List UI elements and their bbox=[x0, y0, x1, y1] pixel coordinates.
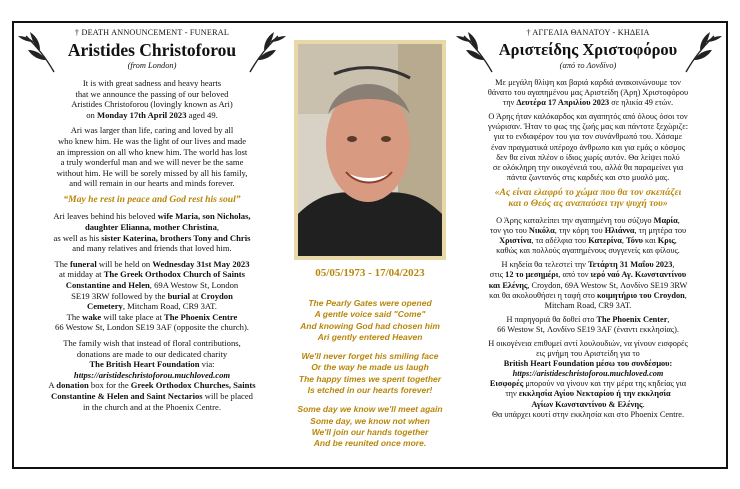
text-span: funeral bbox=[69, 258, 97, 269]
text-span: και θα ακολουθήσει η ταφή στο bbox=[489, 290, 597, 300]
text-span: κοιμητήριο του Croydon bbox=[596, 290, 685, 300]
quote-line: και ο Θεός ας αναπαύσει την ψυχή του» bbox=[508, 198, 668, 210]
text-line: that we announce the passing of our beloved bbox=[75, 88, 229, 99]
text-span: Δευτέρα 17 Απριλίου 2023 bbox=[516, 98, 610, 108]
english-from: (from London) bbox=[127, 61, 177, 70]
poem-line: Is etched in our hearts forever! bbox=[307, 385, 433, 396]
text-span: σε ηλικία 49 ετών. bbox=[609, 98, 674, 108]
text-span: , bbox=[667, 314, 670, 324]
text-line bbox=[452, 379, 724, 389]
text-line bbox=[452, 98, 724, 108]
text-line bbox=[452, 315, 724, 325]
text-line bbox=[16, 211, 288, 222]
text-span: SE19 3RW followed by the bbox=[71, 290, 168, 301]
text-span: Χριστίνα bbox=[499, 236, 532, 246]
text-line bbox=[16, 222, 288, 233]
text-span: μπορούν να γίνουν και την μέρα της κηδείας για bbox=[523, 379, 687, 389]
text-span: Κρις bbox=[657, 236, 675, 246]
text-span: The bbox=[66, 311, 83, 322]
text-span: via: bbox=[199, 359, 215, 370]
text-line bbox=[452, 236, 724, 246]
text-span: wake bbox=[82, 311, 102, 322]
text-span: The bbox=[54, 258, 70, 269]
text-span: Μαρία bbox=[653, 215, 678, 225]
text-line: Θα υπάρχει κουτί στην εκκλησία και στο Phoenix Centre. bbox=[491, 409, 685, 419]
english-header: † DEATH ANNOUNCEMENT - FUNERAL bbox=[74, 28, 230, 37]
text-span: will be placed bbox=[202, 390, 253, 401]
text-line bbox=[452, 260, 724, 270]
text-line: Με μεγάλη θλίψη και βαριά καρδιά ανακοινώνουμε τον bbox=[495, 78, 681, 87]
greek-quote bbox=[452, 187, 724, 210]
text-line: a truly wonderful man and we will never be the same bbox=[60, 157, 244, 168]
text-span: , Croydon, 69A Westow St, Λονδίνο SE19 3RW bbox=[527, 280, 688, 290]
text-span: sister Katerina, brothers Tony and Chris bbox=[101, 232, 251, 243]
text-line bbox=[452, 389, 724, 399]
text-span: . bbox=[642, 399, 645, 409]
greek-header: † ΑΓΓΕΛΙΑ ΘΑΝΑΤΟΥ - ΚΗΔΕΙΑ bbox=[526, 28, 650, 37]
text-span: donation bbox=[56, 380, 89, 391]
text-span: The Phoenix Center bbox=[596, 314, 668, 324]
text-line bbox=[16, 301, 288, 312]
text-span: Constantine and Helen bbox=[65, 280, 150, 290]
text-span: burial bbox=[167, 290, 191, 301]
quote-line: «Ας είναι ελαφρύ το χώμα που θα τον σκεπάζει bbox=[494, 186, 682, 198]
text-span: Ο Άρης καταλείπει την αγαπημένη του σύζυγο bbox=[496, 215, 654, 225]
donation-link[interactable]: https://aristideschristoforou.muchloved.com bbox=[73, 369, 231, 380]
poem-line: And be reunited once more. bbox=[313, 438, 427, 449]
text-line: Η οικογένεια επιθυμεί αντί λουλουδιών, να γίνουν εισφορές bbox=[488, 338, 688, 348]
english-name: Aristides Christoforou bbox=[67, 40, 237, 60]
text-span: τον γιο του bbox=[489, 226, 529, 236]
text-span: A bbox=[48, 380, 57, 391]
text-line bbox=[452, 226, 724, 236]
poem-line: A gentle voice said "Come" bbox=[314, 309, 426, 320]
poem-line: We'll join our hands together bbox=[311, 426, 429, 437]
text-span: , τη μητέρα του bbox=[634, 226, 687, 236]
text-line bbox=[16, 312, 288, 323]
greek-funeral-details bbox=[452, 260, 724, 310]
text-span: Greek Orthodox Churches, Saints bbox=[130, 380, 256, 391]
english-family bbox=[16, 211, 288, 253]
greek-wake-details bbox=[452, 315, 724, 335]
text-span: Ari leaves behind his beloved bbox=[53, 211, 158, 222]
text-line: Ο Άρης ήταν καλόκαρδος και αγαπητός από όλους όσοι τον bbox=[488, 112, 688, 122]
text-line: για το ενδιαφέρον του για τον συνάνθρωπό του. Χάσαμε bbox=[493, 132, 683, 142]
text-span: εκκλησία Αγίου Νεκταρίου ή την εκκλησία bbox=[518, 389, 671, 399]
english-intro bbox=[16, 78, 288, 120]
text-span: την bbox=[505, 389, 519, 399]
text-span: Κατερίνα bbox=[588, 236, 622, 246]
greek-name: Αριστείδης Χριστοφόρου bbox=[498, 40, 678, 59]
text-span: ιερό ναό Αγ. Κωνσταντίνου bbox=[590, 270, 687, 280]
text-line: δεν θα είναι πλέον ο ίδιος χωρίς αυτόν. Θα λείψει πολύ bbox=[496, 152, 680, 162]
text-span: Constantine & Helen and Saint Nectarios bbox=[51, 390, 203, 401]
text-span: , την κόρη του bbox=[554, 226, 605, 236]
text-span: at midday at bbox=[59, 269, 104, 280]
text-span: Τετάρτη 31 Μαΐου 2023 bbox=[588, 260, 673, 270]
text-span: The Greek Orthodox Church of Saints bbox=[103, 269, 245, 280]
text-line bbox=[16, 391, 288, 402]
text-line: Ari was larger than life, caring and loved by all bbox=[70, 125, 234, 136]
text-line bbox=[16, 380, 288, 391]
text-line: Aristides Christoforou (lovingly known as Ari) bbox=[71, 99, 233, 110]
text-line bbox=[16, 259, 288, 270]
text-line bbox=[16, 269, 288, 280]
text-line bbox=[16, 280, 288, 291]
text-line: The family wish that instead of floral contributions, bbox=[63, 337, 241, 348]
text-span: The Phoenix Centre bbox=[164, 311, 238, 322]
english-quote: “May he rest in peace and God rest his soul” bbox=[63, 193, 241, 205]
text-line: πάντα ζωντανός στις καρδιές και στο μυαλό μας. bbox=[506, 172, 670, 182]
text-line: σε ολόκληρη την οικογένειά του, αλλά θα παραμείνει για bbox=[492, 162, 684, 172]
donation-link[interactable]: https://aristideschristoforou.muchloved.com bbox=[512, 369, 664, 379]
text-span: The British Heart Foundation bbox=[89, 359, 200, 370]
text-span: Ηλιάννα bbox=[604, 226, 635, 236]
text-line bbox=[16, 110, 288, 121]
text-span: Τόνυ bbox=[626, 236, 643, 246]
poem-line: The happy times we spent together bbox=[298, 373, 442, 384]
text-span: Wednesday 31st May 2023 bbox=[152, 258, 250, 269]
text-span: 12 το μεσημέρι bbox=[505, 270, 559, 280]
text-span: as well as his bbox=[53, 232, 102, 243]
english-donations bbox=[16, 338, 288, 412]
text-line: in the church and at the Phoenix Centre. bbox=[83, 401, 221, 412]
text-line: It is with great sadness and heavy hearts bbox=[82, 78, 222, 88]
poem-line: Some day, we know not when bbox=[310, 415, 430, 426]
text-line: without him. He will be sorely missed by all his family, bbox=[56, 167, 248, 178]
greek-from: (από το Λονδίνο) bbox=[559, 61, 617, 70]
text-span: daughter Elianna, mother Christina bbox=[84, 222, 217, 233]
text-span: Η κηδεία θα τελεστεί την bbox=[501, 260, 588, 270]
poem-stanza bbox=[292, 298, 448, 343]
text-span: , bbox=[621, 236, 626, 246]
text-span: , bbox=[216, 222, 220, 233]
poem-line: Some day we know we'll meet again bbox=[297, 404, 443, 415]
english-tribute bbox=[16, 125, 288, 189]
text-span: και Ελένης bbox=[488, 280, 528, 290]
english-funeral-details bbox=[16, 259, 288, 333]
text-span: Cemetery bbox=[87, 301, 123, 312]
text-span: Αγίων Κωνσταντίνου & Ελένης bbox=[531, 399, 643, 409]
text-line: γνώρισαν. Ήταν το φως της ζωής μας και πάντοτε ξεχώριζε: bbox=[488, 122, 688, 132]
text-line bbox=[16, 233, 288, 244]
greek-tribute bbox=[452, 112, 724, 183]
text-span: , bbox=[677, 215, 680, 225]
text-line bbox=[16, 291, 288, 302]
text-span: , τα αδέλφια του bbox=[531, 236, 589, 246]
text-span: , bbox=[672, 260, 675, 270]
text-line: and will remain in our hearts and minds forever. bbox=[69, 178, 235, 189]
text-span: Νικόλα bbox=[528, 226, 555, 236]
portrait-photo bbox=[294, 40, 446, 260]
text-span: box for the bbox=[88, 380, 131, 391]
text-line: 66 Westow St, London SE19 3AF (opposite the church). bbox=[55, 322, 249, 333]
text-line bbox=[16, 359, 288, 370]
greek-family bbox=[452, 216, 724, 256]
text-line: 66 Westow St, Λονδίνο SE19 3AF (έναντι εκκλησίας). bbox=[497, 324, 679, 334]
greek-donations bbox=[452, 339, 724, 420]
text-line: and many relatives and friends that loved him. bbox=[72, 243, 232, 254]
poem-line: The Pearly Gates were opened bbox=[308, 298, 432, 308]
text-line: an impression on all who knew him. The world has lost bbox=[56, 146, 248, 157]
greek-intro bbox=[452, 78, 724, 108]
text-line: British Heart Foundation μέσω του συνδέσμου: bbox=[503, 359, 673, 369]
life-dates: 05/05/1973 - 17/04/2023 bbox=[315, 267, 425, 279]
text-line: who knew him. He was the light of our lives and made bbox=[57, 135, 247, 146]
poem-stanza bbox=[292, 351, 448, 396]
text-line bbox=[452, 291, 724, 301]
text-line: θάνατο του αγαπημένου μας Αριστείδη (Άρη) Χριστοφόρου bbox=[487, 88, 689, 98]
text-span: Croydon bbox=[200, 290, 233, 301]
text-span: aged 49. bbox=[186, 109, 218, 120]
text-line bbox=[452, 400, 724, 410]
poem-line: Ari gently entered Heaven bbox=[317, 331, 423, 342]
text-span: , 69A Westow St, London bbox=[149, 280, 239, 290]
text-span: , bbox=[674, 236, 677, 246]
text-line: donations are made to our dedicated charity bbox=[76, 348, 228, 359]
text-span: στις bbox=[489, 270, 506, 280]
text-line: εις μνήμη του Αριστείδη για το bbox=[536, 349, 640, 359]
text-span: at bbox=[190, 290, 201, 301]
english-column bbox=[16, 28, 288, 417]
text-line: Mitcham Road, CR9 3AT. bbox=[544, 300, 632, 310]
poem-line: We'll never forget his smiling face bbox=[301, 351, 439, 362]
text-span: και bbox=[642, 236, 658, 246]
text-span: Εισφορές bbox=[489, 379, 524, 389]
portrait-image bbox=[298, 44, 442, 256]
memorial-poem bbox=[292, 298, 448, 458]
text-span: wife Maria, son Nicholas, bbox=[157, 211, 251, 222]
text-line: καθώς και πολλούς αγαπημένους συγγενείς και φίλους. bbox=[496, 246, 680, 256]
text-span: , Mitcham Road, CR9 3AT. bbox=[122, 301, 217, 312]
poem-line: And knowing God had chosen him bbox=[300, 320, 440, 331]
text-span: will be held on bbox=[96, 258, 153, 269]
text-line bbox=[452, 270, 724, 280]
text-line bbox=[452, 216, 724, 226]
text-span: , από τον bbox=[558, 270, 591, 280]
text-span: on bbox=[86, 109, 97, 120]
poem-stanza bbox=[292, 404, 448, 449]
text-span: Η παρηγοριά θα δοθεί στο bbox=[506, 314, 597, 324]
text-span: την bbox=[502, 98, 517, 108]
text-line bbox=[452, 281, 724, 291]
text-line: έναν πραγματικά υπέροχο άνθρωπο και για εμάς ο κόσμος bbox=[491, 142, 685, 152]
greek-column bbox=[452, 28, 724, 424]
text-span: , bbox=[684, 290, 687, 300]
text-span: will take place at bbox=[101, 311, 164, 322]
poem-line: Or the way he made us laugh bbox=[311, 362, 429, 373]
date-of-death: Monday 17th April 2023 bbox=[96, 109, 187, 120]
